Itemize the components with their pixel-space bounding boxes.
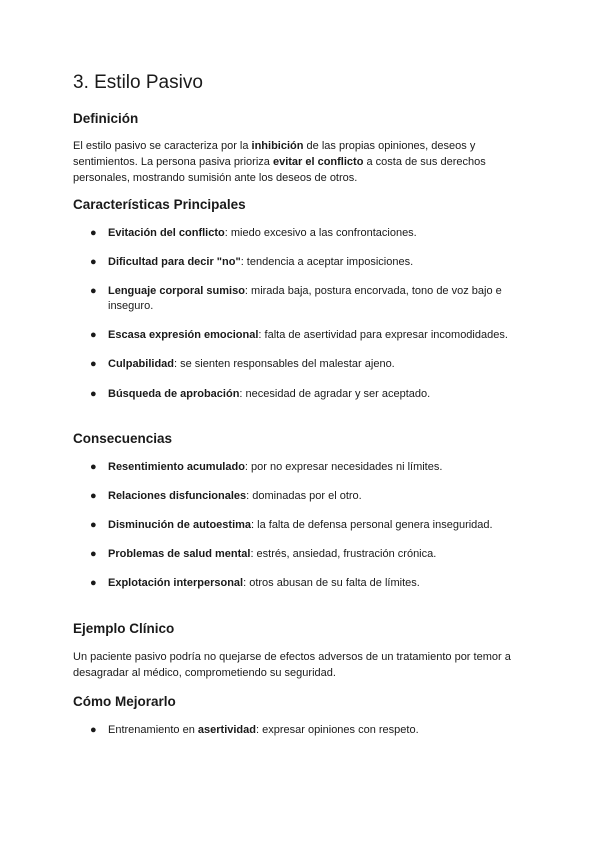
ejemplo-paragraph: Un paciente pasivo podría no quejarse de efectos adversos de un tratamiento por temor a desagradar al médico, comprometiendo su seguridad. bbox=[73, 651, 511, 679]
item-term: Disminución de autoestima bbox=[108, 519, 252, 531]
ejemplo-heading: Ejemplo Clínico bbox=[73, 621, 175, 636]
bullet-icon: ● bbox=[90, 227, 97, 239]
list-item bbox=[73, 547, 533, 562]
item-desc: : dominadas por el otro. bbox=[246, 490, 362, 502]
item-pre: Entrenamiento en bbox=[108, 724, 198, 736]
item-term: Resentimiento acumulado bbox=[108, 461, 245, 473]
bullet-icon: ● bbox=[90, 285, 97, 297]
item-term: Explotación interpersonal bbox=[108, 577, 244, 589]
bullet-icon: ● bbox=[90, 490, 97, 502]
list-item bbox=[73, 387, 533, 402]
bullet-icon: ● bbox=[90, 724, 97, 736]
list-item bbox=[73, 328, 533, 343]
list-item bbox=[73, 518, 533, 533]
item-desc: : la falta de defensa personal genera inseguridad. bbox=[251, 519, 493, 531]
definicion-term-evitar: evitar el conflicto bbox=[272, 156, 364, 168]
bullet-icon: ● bbox=[90, 388, 97, 400]
item-desc: : necesidad de agradar y ser aceptado. bbox=[239, 388, 431, 400]
list-item bbox=[73, 576, 533, 591]
bullet-icon: ● bbox=[90, 329, 97, 341]
definicion-paragraph bbox=[73, 138, 533, 186]
item-term: asertividad bbox=[197, 724, 256, 736]
list-item bbox=[73, 284, 533, 314]
item-desc: : falta de asertividad para expresar incomodidades. bbox=[258, 329, 508, 341]
mejorar-heading: Cómo Mejorarlo bbox=[73, 694, 176, 709]
item-term: Relaciones disfuncionales bbox=[108, 490, 247, 502]
item-term: Lenguaje corporal sumiso bbox=[108, 285, 245, 297]
list-item bbox=[73, 489, 533, 504]
list-item bbox=[73, 357, 533, 372]
item-term: Evitación del conflicto bbox=[108, 227, 225, 239]
item-desc: : estrés, ansiedad, frustración crónica. bbox=[250, 548, 437, 560]
definicion-heading: Definición bbox=[73, 111, 139, 126]
bullet-icon: ● bbox=[90, 358, 97, 370]
item-desc: : se sienten responsables del malestar ajeno. bbox=[174, 358, 395, 370]
item-desc: : por no expresar necesidades ni límites. bbox=[244, 461, 443, 473]
item-term: Escasa expresión emocional bbox=[108, 329, 259, 341]
bullet-icon: ● bbox=[90, 519, 97, 531]
list-item bbox=[73, 460, 533, 475]
bullet-icon: ● bbox=[90, 548, 97, 560]
bullet-icon: ● bbox=[90, 461, 97, 473]
item-term: Búsqueda de aprobación bbox=[108, 388, 240, 400]
item-term: Problemas de salud mental bbox=[108, 548, 251, 560]
list-item bbox=[73, 255, 533, 270]
bullet-icon: ● bbox=[90, 256, 97, 268]
item-desc: : expresar opiniones con respeto. bbox=[255, 724, 419, 736]
definicion-term-inhibicion: inhibición bbox=[251, 140, 304, 152]
item-term: Dificultad para decir "no" bbox=[108, 256, 241, 268]
item-term: Culpabilidad bbox=[108, 358, 174, 370]
item-desc: : mirada baja, postura encorvada, tono de voz bajo e inseguro. bbox=[108, 285, 502, 312]
definicion-text-1: El estilo pasivo se caracteriza por la bbox=[73, 140, 252, 152]
definicion-text-3: a costa de sus derechos personales, mostrando sumisión ante los deseos de otros. bbox=[73, 156, 486, 184]
definicion-text-2: de las propias opiniones, deseos y sentimientos. La persona pasiva prioriza bbox=[73, 140, 476, 168]
list-item bbox=[73, 723, 533, 738]
consecuencias-heading: Consecuencias bbox=[73, 431, 173, 446]
section-title: 3. Estilo Pasivo bbox=[73, 72, 203, 93]
item-desc: : miedo excesivo a las confrontaciones. bbox=[224, 227, 417, 239]
bullet-icon: ● bbox=[90, 577, 97, 589]
item-desc: : tendencia a aceptar imposiciones. bbox=[240, 256, 414, 268]
caracteristicas-heading: Características Principales bbox=[73, 197, 246, 212]
list-item bbox=[73, 226, 533, 241]
item-desc: : otros abusan de su falta de límites. bbox=[243, 577, 420, 589]
